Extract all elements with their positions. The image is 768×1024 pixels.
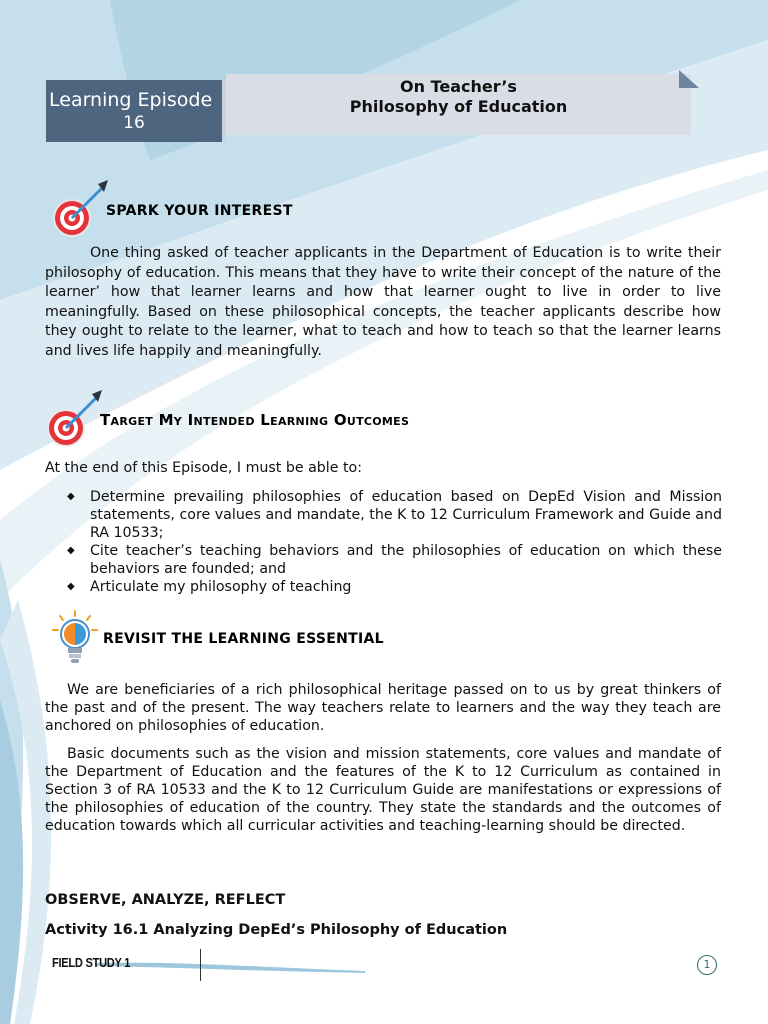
lightbulb-brain-icon [52, 610, 98, 666]
diamond-bullet-icon: ◆ [67, 491, 75, 502]
episode-box [46, 80, 226, 142]
list-item: ◆ Determine prevailing philosophies of education based on DepEd Vision and Mission statements, core values and mandate, the K to 12 Curriculum Framework and Guide and RA 10533; [67, 489, 722, 541]
activity-title: Activity 16.1 Analyzing DepEd’s Philosophy of Education [45, 922, 508, 938]
spark-paragraph: One thing asked of teacher applicants in the Department of Education is to write their philosophy of education. This means that they have to write their concept of the nature of the learner’ how that learner learns and how that learner ought to live in order to live meaningfully. Based on these philosophical concepts, the teacher applicants describe how they ought to relate to the learner, what to teach and how to teach so that the learner learns and lives life happily and meaningfully. [45, 245, 721, 359]
outcomes-intro: At the end of this Episode, I must be able to: [45, 460, 362, 476]
footer-brush-line [95, 957, 365, 975]
title-line-1: On Teacher’s [400, 77, 517, 96]
revisit-paragraph-2: Basic documents such as the vision and mission statements, core values and mandate of the Department of Education and the features of the K to 12 Curriculum as contained in Section 3 of RA 10533 and the K to 12 Curriculum Guide are manifestations or expressions of the philosophies of education of the country. They state the standards and the outcomes of education towards which all curricular activities and teaching-learning should be directed. [45, 746, 721, 834]
target-dart-icon [50, 178, 112, 240]
target-dart-icon [44, 388, 106, 450]
revisit-heading: REVISIT THE LEARNING ESSENTIAL [103, 631, 384, 647]
observe-heading: OBSERVE, ANALYZE, REFLECT [45, 892, 286, 908]
page-title [226, 77, 691, 117]
outcomes-list [62, 488, 722, 596]
footer-label: FIELD STUDY 1 [52, 955, 131, 970]
diamond-bullet-icon: ◆ [67, 581, 75, 592]
diamond-bullet-icon: ◆ [67, 545, 75, 556]
title-line-2: Philosophy of Education [349, 97, 568, 116]
footer-divider [200, 949, 201, 981]
revisit-paragraph-1: We are beneficiaries of a rich philosophical heritage passed on to us by great thinkers of the past and of the present. The way teachers relate to learners and the way they teach are anchored on philosophies of education. [45, 682, 721, 734]
list-item: ◆ Articulate my philosophy of teaching [67, 579, 352, 595]
outcomes-heading: Target My Intended Learning Outcomes [100, 411, 410, 429]
spark-heading: SPARK YOUR INTEREST [106, 203, 293, 219]
episode-number: 16 [123, 113, 145, 133]
episode-label: Learning Episode [49, 89, 213, 111]
list-item: ◆ Cite teacher’s teaching behaviors and the philosophies of education on which these behaviors are founded; and [67, 543, 722, 577]
page-number: 1 [697, 955, 717, 975]
